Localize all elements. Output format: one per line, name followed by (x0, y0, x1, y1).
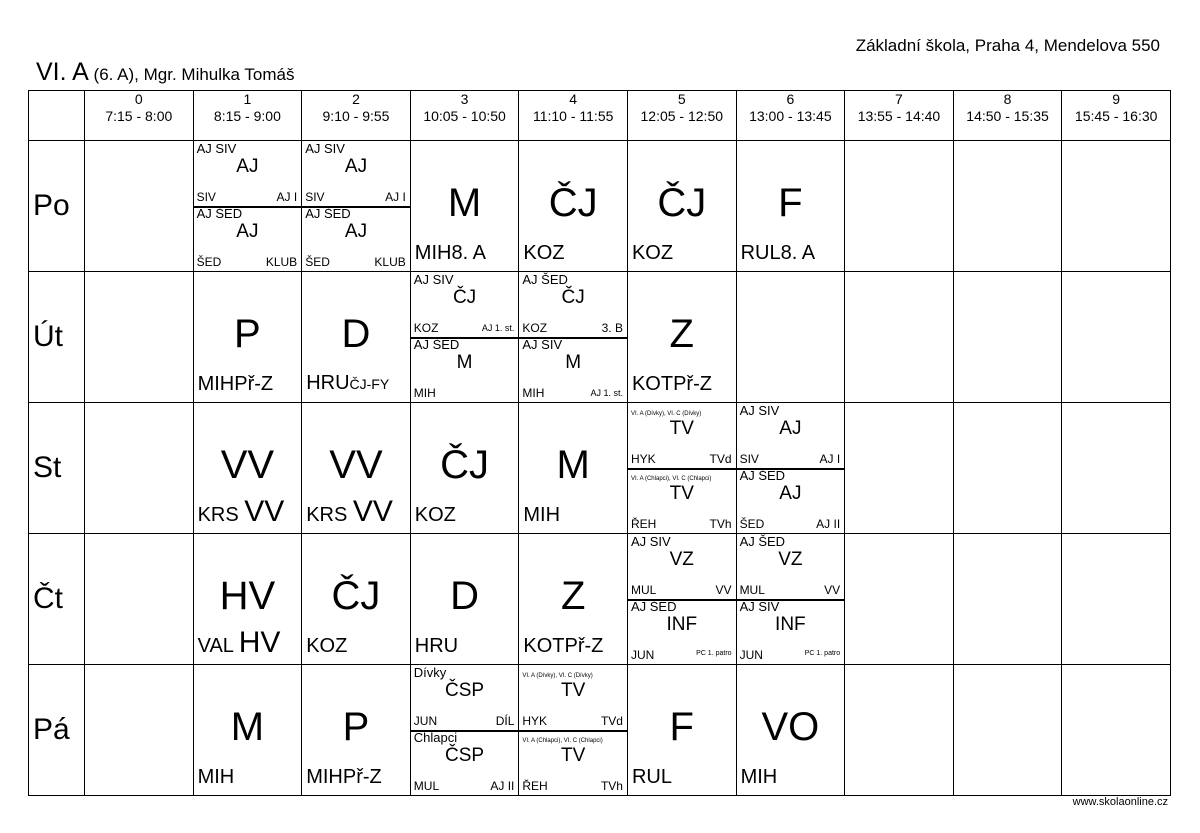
lesson (737, 665, 845, 795)
lesson-cell[interactable] (193, 403, 302, 534)
class-title (36, 58, 294, 87)
lesson (194, 272, 302, 402)
lesson-cell[interactable] (627, 665, 736, 796)
period-time: 9:10 - 9:55 (322, 108, 390, 124)
lesson (519, 534, 627, 664)
teacher: SIV (305, 190, 325, 204)
lesson-cell[interactable] (519, 403, 628, 534)
lesson (411, 534, 519, 664)
day-row (29, 272, 1171, 403)
subject: VO (761, 705, 820, 749)
empty-cell (953, 403, 1062, 534)
room: AJ I (385, 190, 406, 204)
period-header-row (29, 91, 1171, 141)
lesson-cell[interactable] (736, 534, 845, 665)
lesson-cell[interactable] (519, 665, 628, 796)
group-label: AJ SIV (196, 141, 237, 156)
teacher: ŘEH (522, 779, 548, 793)
day-row (29, 141, 1171, 272)
period-header (1062, 91, 1171, 141)
lesson-cell[interactable] (302, 403, 411, 534)
room: 8. A (780, 242, 816, 264)
teacher: KOT (631, 373, 674, 395)
lesson-cell[interactable] (627, 534, 736, 665)
lesson-half[interactable] (519, 730, 627, 795)
room: Př-Z (564, 635, 604, 657)
lesson-half[interactable] (302, 141, 410, 208)
period-time: 10:05 - 10:50 (423, 108, 506, 124)
room: TVh (600, 779, 623, 793)
period-header (736, 91, 845, 141)
subject: INF (775, 614, 806, 635)
lesson-cell[interactable] (410, 665, 519, 796)
period-header (845, 91, 954, 141)
room: PC 1. patro (696, 650, 732, 657)
lesson-half[interactable] (411, 337, 519, 402)
subject: D (341, 312, 371, 356)
teacher: MIH (740, 766, 778, 788)
period-time: 15:45 - 16:30 (1074, 108, 1158, 124)
timetable (28, 90, 1171, 796)
subject: F (778, 181, 803, 225)
teacher: KOZ (523, 242, 565, 264)
empty-cell (953, 141, 1062, 272)
lesson-footer (741, 765, 843, 789)
room: Př-Z (342, 766, 382, 788)
teacher: VAL (197, 635, 234, 657)
empty-cell (845, 534, 954, 665)
lesson (411, 141, 519, 271)
corner-cell (29, 91, 85, 141)
lesson (411, 403, 519, 533)
subject: INF (666, 614, 698, 635)
room: HV (238, 626, 281, 659)
period-number: 7 (895, 91, 903, 107)
room: DÍL (495, 714, 515, 728)
day-label: Út (29, 272, 85, 403)
lesson (628, 141, 736, 271)
day-label: Čt (29, 534, 85, 665)
teacher: MIH (523, 504, 561, 526)
lesson-cell[interactable] (193, 272, 302, 403)
group-label: AJ SIV (739, 599, 780, 614)
period-header (953, 91, 1062, 141)
subject: ČJ (548, 181, 598, 225)
teacher: JUN (630, 648, 655, 662)
room: VV (715, 583, 732, 597)
period-time: 12:05 - 12:50 (640, 108, 724, 124)
subject: M (447, 181, 482, 225)
teacher: MIH (197, 373, 235, 395)
period-time: 8:15 - 9:00 (213, 108, 281, 124)
room: AJ I (819, 452, 841, 466)
period-number: 6 (786, 91, 795, 107)
period-header (519, 91, 628, 141)
subject: TV (561, 745, 586, 766)
lesson (194, 665, 302, 795)
teacher: KOZ (414, 504, 456, 526)
lesson (628, 272, 736, 402)
subject: Z (560, 574, 586, 618)
day-row (29, 403, 1171, 534)
period-number: 1 (243, 91, 252, 107)
lesson-cell[interactable] (627, 403, 736, 534)
room: AJ 1. st. (481, 323, 515, 333)
footer-url: www.skolaonline.cz (1072, 796, 1168, 808)
teacher: JUN (739, 648, 763, 662)
lesson-half[interactable] (737, 599, 845, 664)
lesson-footer (197, 626, 300, 659)
period-number: 4 (569, 91, 578, 107)
lesson-cell[interactable] (519, 534, 628, 665)
empty-cell (1062, 534, 1171, 665)
lesson-half[interactable] (302, 206, 410, 271)
teacher: KOZ (522, 321, 548, 335)
lesson-cell[interactable] (193, 534, 302, 665)
empty-cell (953, 665, 1062, 796)
empty-cell (85, 534, 194, 665)
lesson (302, 665, 410, 795)
lesson-half[interactable] (194, 206, 302, 271)
lesson-footer (741, 241, 843, 265)
period-header (85, 91, 194, 141)
lesson-half[interactable] (628, 403, 736, 470)
subject: ČJ (657, 181, 707, 225)
room: 8. A (451, 242, 486, 264)
subject: AJ (344, 221, 368, 242)
empty-cell (953, 272, 1062, 403)
lesson-cell[interactable] (736, 141, 845, 272)
lesson-cell[interactable] (627, 141, 736, 272)
day-row (29, 665, 1171, 796)
subject: F (669, 705, 694, 749)
empty-cell (1062, 403, 1171, 534)
lesson-footer (415, 634, 517, 658)
subject: TV (561, 680, 586, 701)
subject: AJ (779, 418, 802, 439)
teacher: SIV (196, 190, 216, 204)
lesson-cell[interactable] (193, 665, 302, 796)
group-label: AJ ŠED (739, 468, 786, 483)
lesson-half[interactable] (737, 534, 845, 601)
empty-cell (845, 141, 954, 272)
room: TVd (600, 714, 623, 728)
subject: AJ (344, 156, 368, 177)
teacher: ŠED (196, 255, 222, 269)
lesson (302, 534, 410, 664)
teacher: KRS (306, 504, 348, 526)
subject: HV (219, 574, 276, 618)
lesson-footer (306, 765, 408, 789)
subject: TV (669, 418, 694, 439)
lesson-cell[interactable] (410, 272, 519, 403)
room: AJ 1. st. (590, 388, 623, 398)
lesson-cell[interactable] (302, 665, 411, 796)
teacher: MIH (522, 386, 545, 400)
teacher: KOZ (631, 242, 674, 264)
room: KLUB (265, 255, 298, 269)
lesson-cell[interactable] (736, 665, 845, 796)
lesson (519, 403, 627, 533)
subject: Z (669, 312, 694, 356)
room: VV (352, 495, 393, 528)
period-number: 3 (460, 91, 469, 107)
subject: VZ (669, 549, 694, 570)
subject: D (450, 574, 480, 618)
period-time: 11:10 - 11:55 (532, 108, 614, 124)
subject: P (342, 705, 370, 749)
lesson (737, 141, 845, 271)
subject: VV (220, 443, 275, 487)
empty-cell (85, 141, 194, 272)
period-time: 7:15 - 8:00 (105, 108, 173, 124)
period-number: 2 (352, 91, 360, 107)
subject: ČJ (561, 287, 585, 308)
subject: ČJ (331, 574, 381, 618)
period-header (627, 91, 736, 141)
period-time: 13:00 - 13:45 (749, 108, 832, 124)
room: 3. B (601, 321, 623, 335)
group-label: VI. A (Chlapci), VI. C (Chlapci) (630, 476, 712, 482)
room: AJ I (276, 190, 298, 204)
subject: AJ (236, 156, 259, 177)
teacher: HYK (630, 452, 656, 466)
period-header (193, 91, 302, 141)
empty-cell (1062, 141, 1171, 272)
empty-cell (845, 665, 954, 796)
subject: VV (329, 443, 383, 487)
subject: ČSP (445, 745, 485, 766)
room: AJ II (490, 779, 515, 793)
empty-cell (845, 403, 954, 534)
lesson (302, 403, 410, 533)
subject: M (565, 352, 582, 373)
lesson-cell[interactable] (627, 272, 736, 403)
period-number: 5 (677, 91, 686, 107)
subject: ČJ (440, 443, 490, 487)
group-label: AJ ŠED (739, 534, 786, 549)
teacher: HRU (414, 635, 459, 657)
lesson-half[interactable] (628, 599, 736, 664)
lesson-cell[interactable] (302, 534, 411, 665)
lesson-half[interactable] (411, 272, 519, 339)
room: KLUB (374, 255, 406, 269)
room: VV (244, 495, 285, 528)
lesson-half[interactable] (628, 468, 736, 533)
room: PC 1. patro (804, 650, 841, 657)
period-number: 9 (1112, 91, 1121, 107)
group-label: AJ SIV (522, 337, 563, 352)
lesson-footer (523, 241, 625, 265)
subject: M (456, 352, 473, 373)
lesson-cell[interactable] (410, 534, 519, 665)
class-info: (6. A), Mgr. Mihulka Tomáš (93, 65, 295, 84)
lesson-half[interactable] (737, 403, 845, 470)
lesson-footer (306, 634, 408, 658)
group-label: AJ SIV (305, 141, 345, 156)
room: Př-Z (234, 373, 274, 395)
subject: M (556, 443, 590, 487)
lesson-cell[interactable] (736, 403, 845, 534)
subject: VZ (778, 549, 803, 570)
group-label: AJ SIV (630, 534, 671, 549)
lesson-footer (523, 634, 625, 658)
subject: M (230, 705, 265, 749)
lesson-cell[interactable] (410, 403, 519, 534)
teacher: ŘEH (630, 517, 657, 531)
lesson-half[interactable] (194, 141, 302, 208)
group-label: AJ ŠED (196, 206, 243, 221)
lesson-footer (415, 241, 517, 265)
lesson-footer (632, 765, 734, 789)
subject: ČJ (452, 287, 477, 308)
day-label: Po (29, 141, 85, 272)
group-label: Chlapci (413, 730, 458, 745)
lesson-cell[interactable] (519, 141, 628, 272)
teacher: KOZ (306, 635, 348, 657)
room: ČJ-FY (349, 376, 390, 392)
group-label: AJ SIV (413, 272, 454, 287)
lesson-half[interactable] (411, 730, 519, 795)
lesson-footer (197, 495, 300, 528)
group-label: VI. A (Dívky), VI. C (Dívky) (630, 411, 702, 417)
period-time: 13:55 - 14:40 (857, 108, 941, 124)
empty-cell (845, 272, 954, 403)
room: VV (824, 583, 841, 597)
group-label: AJ ŠED (630, 599, 677, 614)
lesson-half[interactable] (519, 272, 627, 339)
school-name: Základní škola, Praha 4, Mendelova 550 (855, 36, 1160, 55)
lesson (628, 665, 736, 795)
teacher: MUL (739, 583, 765, 597)
empty-cell (953, 534, 1062, 665)
empty-cell (85, 403, 194, 534)
teacher: RUL (740, 242, 781, 264)
teacher: JUN (413, 714, 438, 728)
group-label: AJ ŠED (305, 206, 351, 221)
teacher: KOT (523, 635, 565, 657)
teacher: MIH (197, 766, 235, 788)
period-number: 8 (1003, 91, 1012, 107)
lesson-half[interactable] (519, 665, 627, 732)
lesson-footer (306, 495, 408, 528)
subject: AJ (236, 221, 259, 242)
day-label: St (29, 403, 85, 534)
teacher: ŠED (305, 255, 330, 269)
group-label: AJ ŠED (522, 272, 568, 287)
period-header (410, 91, 519, 141)
teacher: MIH (414, 242, 452, 264)
lesson-half[interactable] (628, 534, 736, 601)
teacher: SIV (739, 452, 759, 466)
teacher: HYK (522, 714, 548, 728)
subject: AJ (779, 483, 802, 504)
lesson-cell[interactable] (302, 272, 411, 403)
lesson (302, 272, 410, 402)
empty-cell (1062, 272, 1171, 403)
class-name: VI. A (36, 58, 89, 86)
group-label: Dívky (413, 665, 447, 680)
lesson-cell[interactable] (519, 272, 628, 403)
subject: TV (669, 483, 694, 504)
group-label: VI. A (Dívky), VI. C (Dívky) (522, 673, 593, 679)
lesson-footer (632, 372, 734, 396)
group-label: AJ ŠED (413, 337, 460, 352)
teacher: RUL (631, 766, 672, 788)
teacher: MIH (413, 386, 436, 400)
subject: ČSP (445, 680, 485, 701)
lesson (194, 534, 302, 664)
lesson-footer (306, 371, 408, 396)
room: TVd (709, 452, 732, 466)
room: AJ II (816, 517, 841, 531)
lesson-cell[interactable] (193, 141, 302, 272)
lesson (194, 403, 302, 533)
teacher: KOZ (413, 321, 439, 335)
empty-cell (1062, 665, 1171, 796)
period-time: 14:50 - 15:35 (966, 108, 1049, 124)
empty-cell (85, 665, 194, 796)
group-label: VI. A (Chlapci), VI. C (Chlapci) (522, 738, 603, 744)
teacher: ŠED (739, 517, 765, 531)
period-header (302, 91, 411, 141)
lesson-half[interactable] (737, 468, 845, 533)
group-label: AJ SIV (739, 403, 780, 418)
teacher: KRS (197, 504, 239, 526)
empty-cell (85, 272, 194, 403)
lesson-cell[interactable] (302, 141, 411, 272)
lesson-half[interactable] (519, 337, 627, 402)
lesson-footer (198, 765, 300, 789)
teacher: MUL (413, 779, 440, 793)
day-label: Pá (29, 665, 85, 796)
room: Př-Z (673, 373, 712, 395)
empty-cell (736, 272, 845, 403)
lesson-footer (523, 503, 625, 527)
room: TVh (709, 517, 732, 531)
day-row (29, 534, 1171, 665)
lesson-footer (198, 372, 300, 396)
lesson-footer (415, 503, 517, 527)
lesson-cell[interactable] (410, 141, 519, 272)
period-number: 0 (134, 91, 143, 107)
lesson-footer (632, 241, 734, 265)
lesson (519, 141, 627, 271)
subject: P (234, 312, 261, 356)
teacher: MIH (306, 766, 343, 788)
teacher: HRU (306, 372, 350, 394)
lesson-half[interactable] (411, 665, 519, 732)
teacher: MUL (630, 583, 657, 597)
